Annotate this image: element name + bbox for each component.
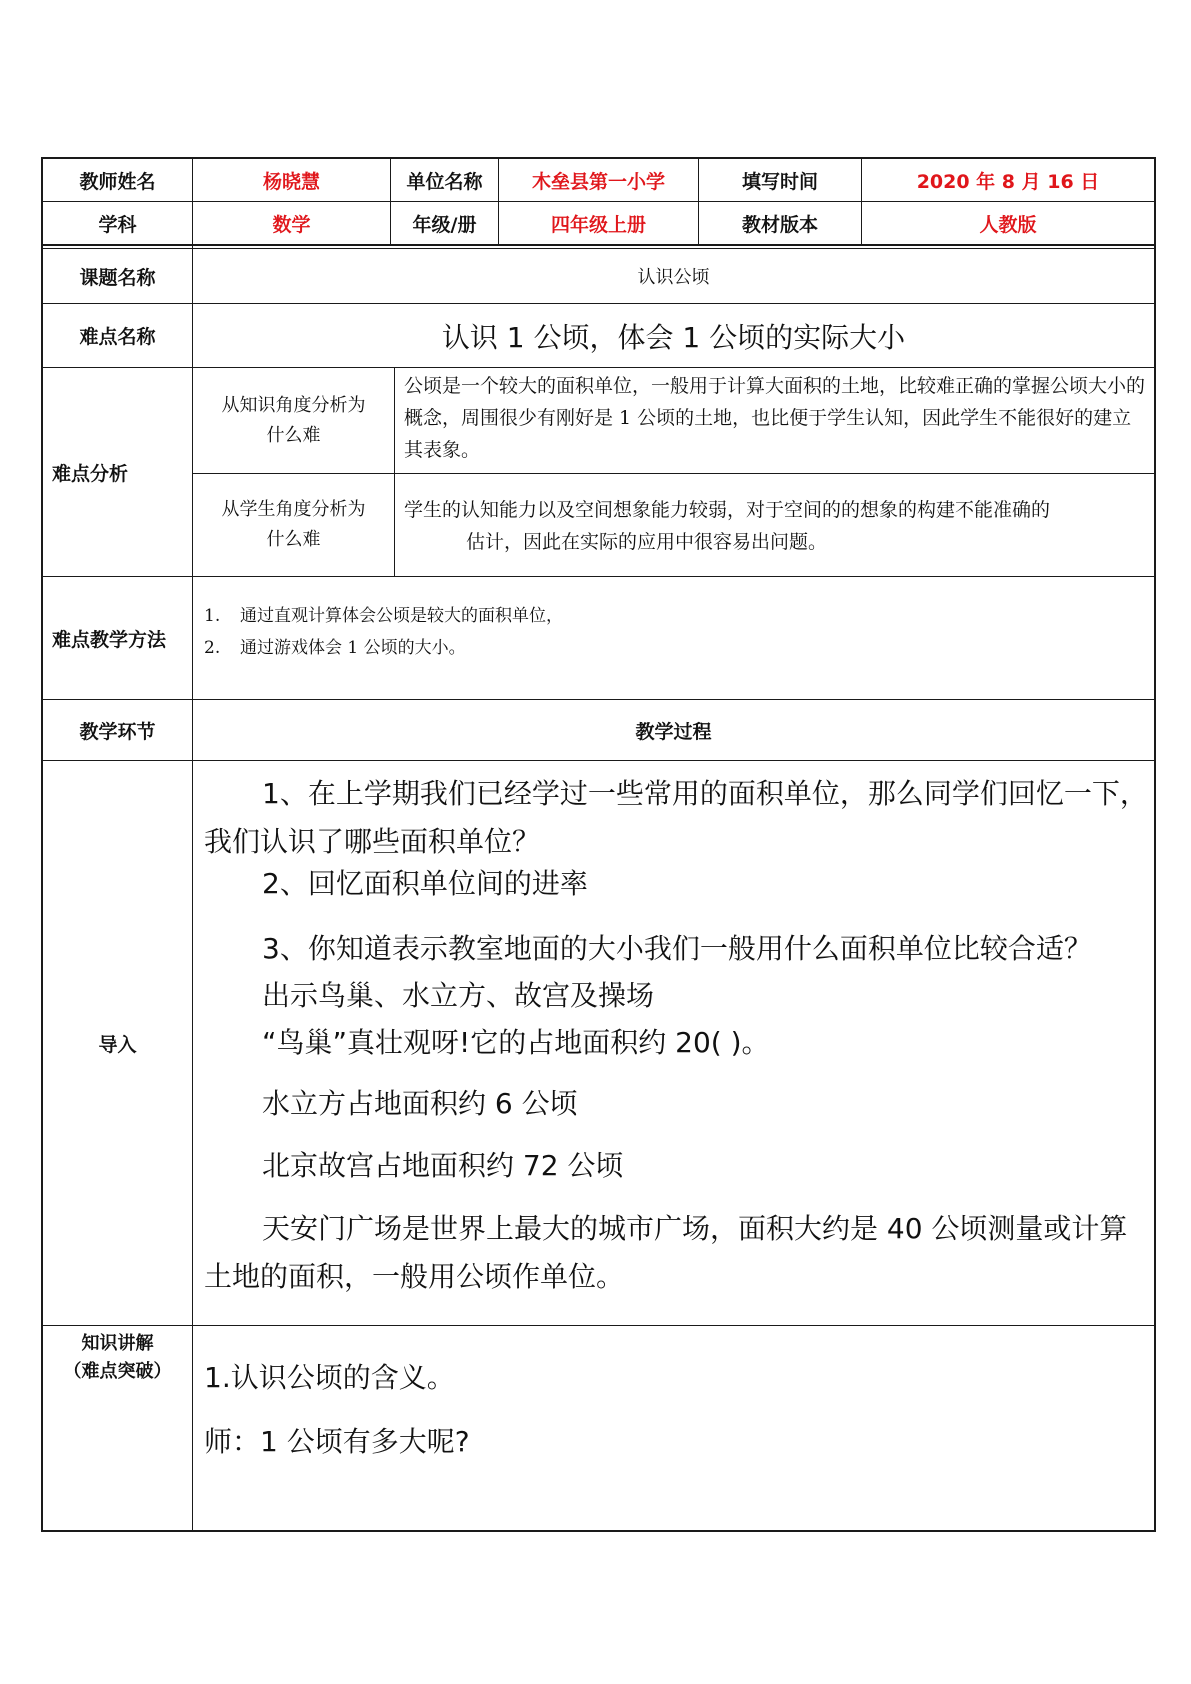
school-label: 单位名称 <box>406 170 483 193</box>
intro-paragraph-7 <box>204 1142 1150 1190</box>
method-list <box>204 600 563 664</box>
knowledge-angle-label-line1: 从知识角度分析为 <box>221 394 366 416</box>
rule <box>41 244 1156 246</box>
knowledge-section-label-line1: 知识讲解 <box>81 1333 154 1354</box>
process-stage-label: 教学环节 <box>79 720 156 743</box>
process-value: 教学过程 <box>635 720 712 743</box>
rule <box>41 576 1156 577</box>
grade-label: 年级/册 <box>412 213 477 236</box>
intro-paragraph-2 <box>204 860 1150 908</box>
rule <box>41 760 1156 761</box>
intro-paragraph-6 <box>204 1080 1150 1128</box>
intro-label: 导入 <box>98 1033 137 1056</box>
knowledge-angle-label-line2: 什么难 <box>266 424 321 446</box>
intro-paragraph-5-text: “鸟巢”真壮观呀!它的占地面积约 20( )。 <box>262 1026 770 1059</box>
knowledge-paragraph-2: 师：1 公顷有多大呢? <box>204 1425 470 1458</box>
intro-paragraph-7-text: 北京故宫占地面积约 72 公顷 <box>262 1149 624 1182</box>
grade-value: 四年级上册 <box>550 213 646 236</box>
intro-paragraph-5 <box>204 1019 1150 1067</box>
knowledge-angle-text: 公顷是一个较大的面积单位，一般用于计算大面积的土地，比较难正确的掌握公顷大小的概念，周围很少有刚好是 1 公顷的土地，也比便于学生认知，因此学生不能很好的建立其表象。 <box>404 375 1146 461</box>
topic-label: 课题名称 <box>79 266 156 289</box>
subject-value: 数学 <box>272 213 311 236</box>
date-label: 填写时间 <box>741 170 818 193</box>
method-item-text: 通过直观计算体会公顷是较大的面积单位， <box>240 606 563 626</box>
knowledge-paragraph-1: 1.认识公顷的含义。 <box>204 1361 455 1394</box>
method-item <box>204 632 563 664</box>
intro-paragraph-2-text: 2、回忆面积单位间的进率 <box>262 867 588 900</box>
teacher-name-label: 教师姓名 <box>79 170 156 193</box>
textbook-value: 人教版 <box>979 213 1037 236</box>
knowledge-section-label <box>43 1330 192 1386</box>
intro-paragraph-4 <box>204 972 1150 1020</box>
rule-right <box>1154 157 1156 1532</box>
intro-paragraph-1-text: 1、在上学期我们已经学过一些常用的面积单位，那么同学们回忆一下，我们认识了哪些面积单位？ <box>204 777 1148 858</box>
method-label: 难点教学方法 <box>52 628 167 651</box>
intro-paragraph-1 <box>204 770 1150 866</box>
intro-paragraph-8 <box>204 1205 1150 1301</box>
intro-paragraph-3 <box>204 925 1150 973</box>
topic-value: 认识公顷 <box>637 267 710 288</box>
date-value: 2020 年 8 月 16 日 <box>916 170 1100 193</box>
textbook-label: 教材版本 <box>741 213 818 236</box>
intro-paragraph-4-text: 出示鸟巢、水立方、故宫及操场 <box>262 979 655 1012</box>
student-angle-text <box>404 494 1150 558</box>
student-angle-text-line1: 学生的认知能力以及空间想象能力较弱，对于空间的的想象的构建不能准确的 <box>404 499 1051 521</box>
student-angle-label-line2: 什么难 <box>266 529 321 550</box>
intro-paragraph-3-text: 3、你知道表示教室地面的大小我们一般用什么面积单位比较合适？ <box>262 932 1092 965</box>
rule <box>41 1325 1156 1326</box>
intro-paragraph-6-text: 水立方占地面积约 6 公顷 <box>262 1087 578 1120</box>
rule-bottom <box>41 1530 1156 1532</box>
student-angle-label-line1: 从学生角度分析为 <box>221 499 366 520</box>
subject-label: 学科 <box>98 213 137 236</box>
method-item <box>204 600 563 632</box>
student-angle-text-line2: 估计，因此在实际的应用中很容易出问题。 <box>466 531 828 553</box>
method-item-num: 2. <box>204 638 221 658</box>
method-item-num: 1. <box>204 606 221 626</box>
rule <box>394 367 395 576</box>
intro-paragraph-8-text: 天安门广场是世界上最大的城市广场，面积大约是 40 公顷测量或计算土地的面积，一般用公顷作单位。 <box>204 1212 1128 1293</box>
difficulty-label: 难点名称 <box>79 326 156 348</box>
knowledge-angle-label <box>193 368 394 473</box>
school-value: 木垒县第一小学 <box>531 170 665 193</box>
analysis-label: 难点分析 <box>52 462 129 485</box>
difficulty-value: 认识 1 公顷，体会 1 公顷的实际大小 <box>441 320 906 354</box>
knowledge-section-label-line2: （难点突破） <box>63 1361 172 1382</box>
student-angle-label <box>193 474 394 576</box>
method-item-text: 通过游戏体会 1 公顷的大小。 <box>240 638 466 658</box>
teacher-name-value: 杨晓慧 <box>262 170 320 193</box>
